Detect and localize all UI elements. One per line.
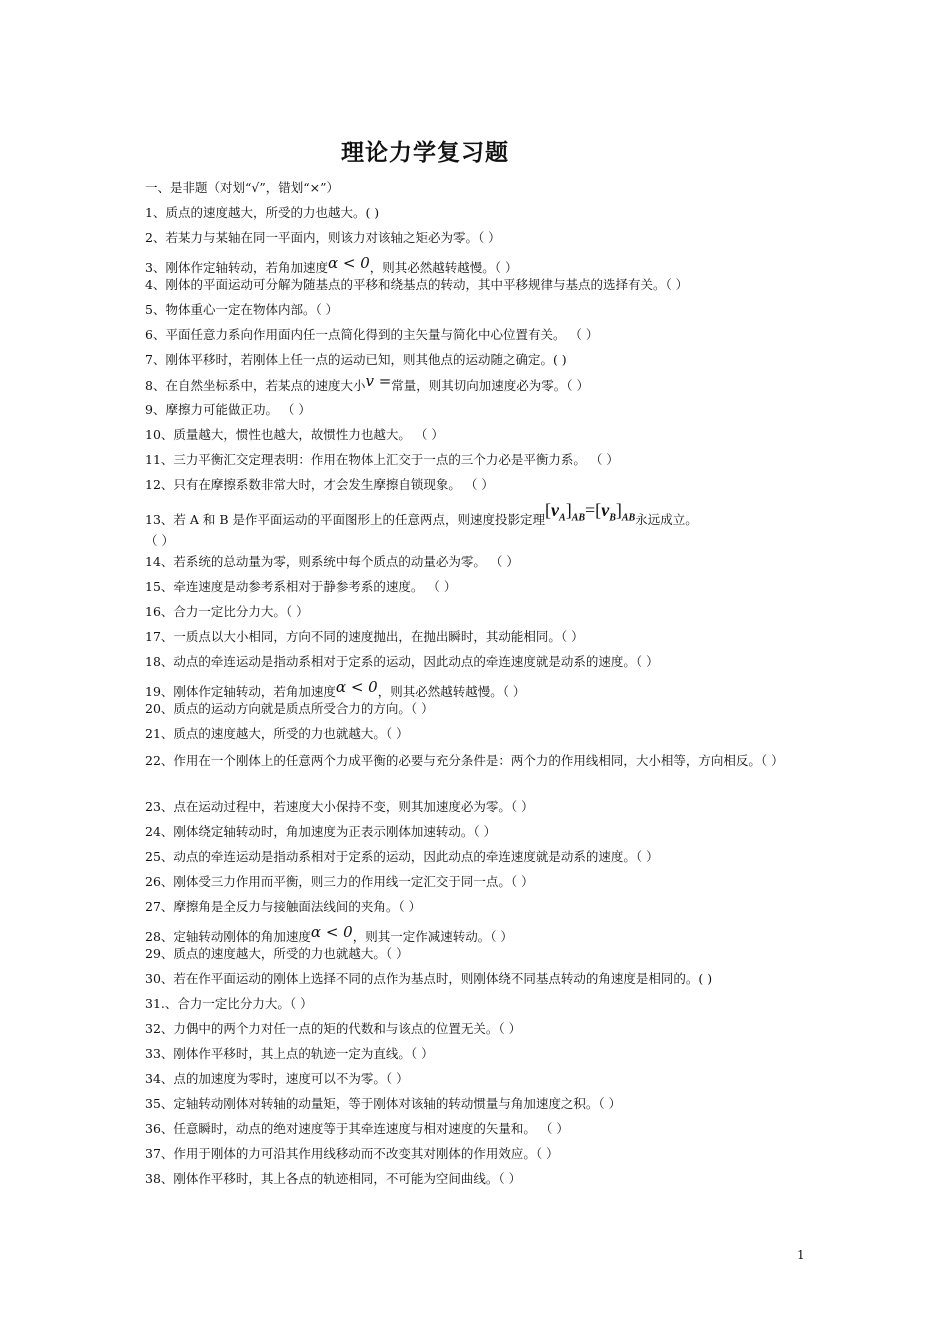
question-18: 18、动点的牵连运动是指动系相对于定系的运动，因此动点的牵连速度就是动系的速度。（ ）: [145, 654, 659, 669]
question-34: 34、点的加速度为零时，速度可以不为零。（ ）: [145, 1071, 409, 1086]
question-29: 29、质点的速度越大，所受的力也就越大。（ ）: [145, 946, 409, 961]
question-4: 4、刚体的平面运动可分解为随基点的平移和绕基点的转动，其中平移规律与基点的选择有关。（ ）: [145, 277, 689, 292]
question-5: 5、物体重心一定在物体内部。（ ）: [145, 302, 339, 317]
question-11: 11、三力平衡汇交定理表明：作用在物体上汇交于一点的三个力必是平衡力系。 （ ）: [145, 452, 619, 467]
question-23: 23、点在运动过程中，若速度大小保持不变，则其加速度必为零。（ ）: [145, 799, 534, 814]
question-13: [145, 500, 813, 552]
section-header: 一、是非题（对划“√”，错划“×”）: [145, 180, 340, 195]
question-7: 7、刚体平移时，若刚体上任一点的运动已知，则其他点的运动随之确定。( ): [145, 352, 567, 367]
question-list: [145, 178, 813, 1194]
formula-vb-sub: B: [609, 512, 616, 524]
velocity-projection-formula: $[v_A]_{AB}=[v_B]_{AB}$: [545, 500, 636, 524]
question-33: 33、刚体作平移时，其上点的轨迹一定为直线。（ ）: [145, 1046, 434, 1061]
question-25: 25、动点的牵连运动是指动系相对于定系的运动，因此动点的牵连速度就是动系的速度。（ ）: [145, 849, 659, 864]
question-22: 22、作用在一个刚体上的任意两个力成平衡的必要与充分条件是：两个力的作用线相同，大小相等，方向相反。（ ）: [145, 753, 784, 768]
question-32: 32、力偶中的两个力对任一点的矩的代数和与该点的位置无关。（ ）: [145, 1021, 522, 1036]
question-1: 1、质点的速度越大，所受的力也越大。( ): [145, 205, 380, 220]
question-38: 38、刚体作平移时，其上各点的轨迹相同，不可能为空间曲线。（ ）: [145, 1171, 522, 1186]
question-35: 35、定轴转动刚体对转轴的动量矩，等于刚体对该轴的转动惯量与角加速度之积。（ ）: [145, 1096, 622, 1111]
question-2: 2、若某力与某轴在同一平面内，则该力对该轴之矩必为零。（ ）: [145, 230, 501, 245]
question-28-text-post: ，则其一定作减速转动。（ ）: [352, 929, 513, 944]
question-8: [145, 372, 813, 400]
question-19-text-pre: 19、刚体作定轴转动，若角加速度: [145, 684, 336, 699]
question-28: [145, 922, 813, 944]
formula-ab-sub-2: AB: [621, 512, 636, 524]
formula-vb: v: [601, 500, 610, 521]
question-24: 24、刚体绕定轴转动时，角加速度为正表示刚体加速转动。（ ）: [145, 824, 497, 839]
question-3-text-pre: 3、刚体作定轴转动，若角加速度: [145, 260, 328, 275]
formula-va: v: [551, 500, 560, 521]
question-13-text-pre: 13、若 A 和 B 是作平面运动的平面图形上的任意两点，则速度投影定理: [145, 512, 546, 527]
formula-va-sub: A: [559, 512, 566, 524]
question-3: [145, 253, 813, 275]
question-10: 10、质量越大，惯性也越大，故惯性力也越大。 （ ）: [145, 427, 444, 442]
page-title: 理论力学复习题: [341, 140, 509, 166]
question-20: 20、质点的运动方向就是质点所受合力的方向。（ ）: [145, 701, 434, 716]
speed-symbol: v =: [365, 372, 392, 390]
question-36: 36、任意瞬时，动点的绝对速度等于其牵连速度与相对速度的矢量和。 （ ）: [145, 1121, 569, 1136]
question-19-text-post: ，则其必然越转越慢。（ ）: [377, 684, 526, 699]
formula-ab-sub-1: AB: [571, 512, 586, 524]
question-21: 21、质点的速度越大，所受的力也就越大。（ ）: [145, 726, 409, 741]
question-8-text-post: 常量，则其切向加速度必为零。（ ）: [391, 378, 590, 393]
question-28-text-pre: 28、定轴转动刚体的角加速度: [145, 929, 311, 944]
question-15: 15、牵连速度是动参考系相对于静参考系的速度。 （ ）: [145, 579, 457, 594]
question-37: 37、作用于刚体的力可沿其作用线移动而不改变其对刚体的作用效应。（ ）: [145, 1146, 559, 1161]
page-number: 1: [797, 1248, 805, 1262]
question-6: 6、平面任意力系向作用面内任一点简化得到的主矢量与简化中心位置有关。 （ ）: [145, 327, 599, 342]
question-9: 9、摩擦力可能做正功。 （ ）: [145, 402, 311, 417]
question-26: 26、刚体受三力作用而平衡，则三力的作用线一定汇交于同一点。（ ）: [145, 874, 534, 889]
question-16: 16、合力一定比分力大。（ ）: [145, 604, 309, 619]
alpha-inequality: α < 0: [335, 678, 378, 696]
question-31: 31.、合力一定比分力大。（ ）: [145, 996, 313, 1011]
alpha-inequality: α < 0: [310, 923, 353, 941]
question-27: 27、摩擦角是全反力与接触面法线间的夹角。（ ）: [145, 899, 422, 914]
question-3-text-post: ，则其必然越转越慢。（ ）: [369, 260, 518, 275]
question-17: 17、一质点以大小相同，方向不同的速度抛出，在抛出瞬时，其动能相同。（ ）: [145, 629, 584, 644]
question-13-answer-paren: （ ）: [145, 533, 174, 548]
alpha-inequality: α < 0: [327, 254, 370, 272]
question-8-text-pre: 8、在自然坐标系中，若某点的速度大小: [145, 378, 366, 393]
question-12: 12、只有在摩擦系数非常大时，才会发生摩擦自锁现象。 （ ）: [145, 477, 494, 492]
question-14: 14、若系统的总动量为零，则系统中每个质点的动量必为零。 （ ）: [145, 554, 519, 569]
question-13-text-post: 永远成立。: [635, 512, 698, 527]
question-19: [145, 677, 813, 699]
question-30: 30、若在作平面运动的刚体上选择不同的点作为基点时，则刚体绕不同基点转动的角速度是相同的。( ): [145, 971, 713, 986]
